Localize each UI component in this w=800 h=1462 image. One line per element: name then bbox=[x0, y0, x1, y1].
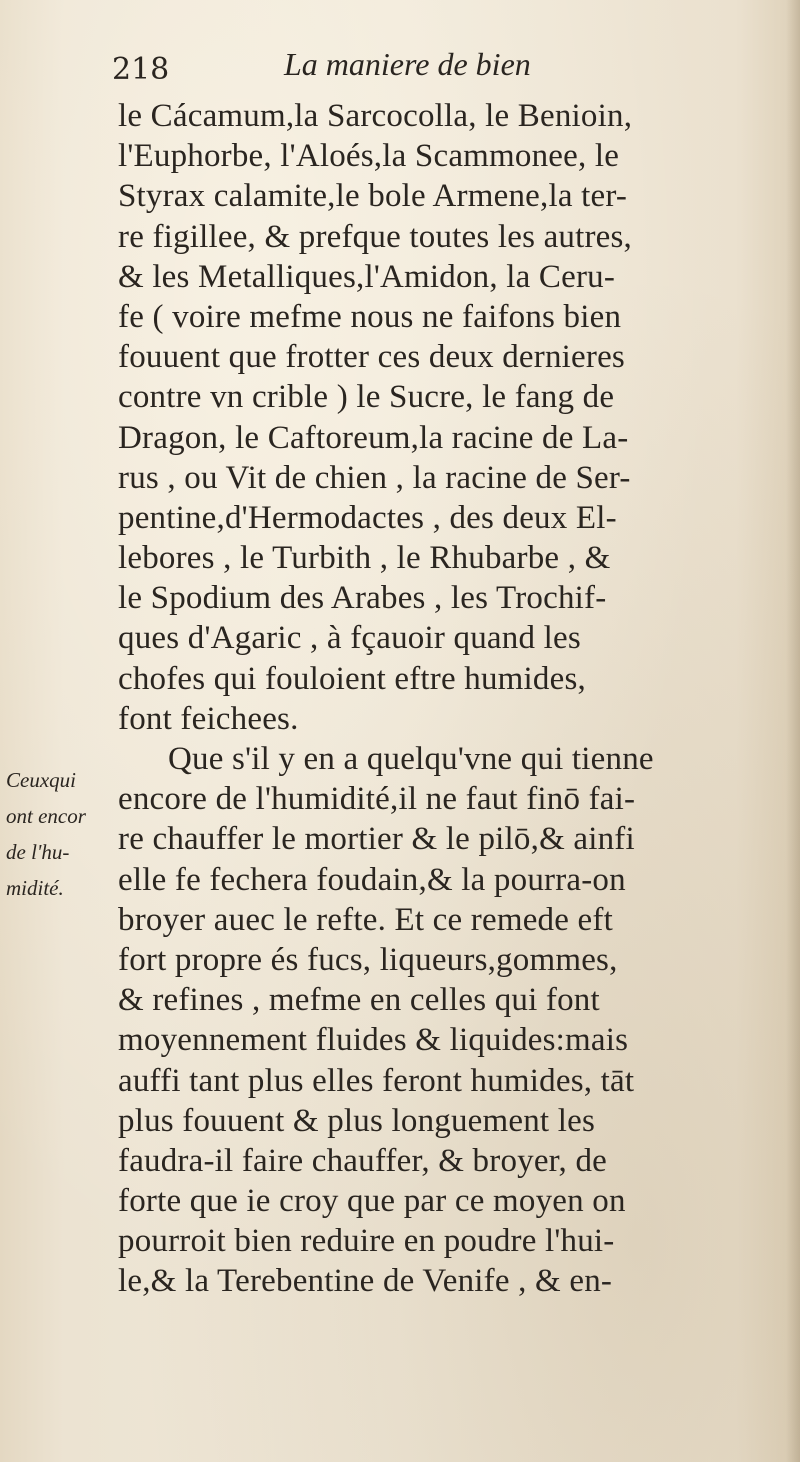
text-line: le Cácamum,la Sarcocolla, le Benioin, bbox=[118, 98, 633, 134]
text-line: plus fouuent & plus longuement les bbox=[118, 1102, 596, 1139]
text-line: elle fe fechera foudain,& la pourra-on bbox=[118, 861, 626, 898]
text-line: fe ( voire mefme nous ne faifons bien bbox=[118, 298, 622, 335]
text-line: broyer auec le refte. Et ce remede eft bbox=[118, 901, 613, 938]
text-line: & les Metalliques,l'Amidon, la Ceru- bbox=[118, 258, 616, 295]
text-line: rus , ou Vit de chien , la racine de Ser- bbox=[118, 459, 631, 496]
text-line: faudra-il faire chauffer, & broyer, de bbox=[118, 1142, 608, 1179]
page-number: 218 bbox=[112, 52, 170, 87]
text-line: ques d'Agaric , à fçauoir quand les bbox=[118, 620, 581, 657]
margin-note-line: Ceuxqui bbox=[6, 768, 76, 792]
text-line: forte que ie croy que par ce moyen on bbox=[118, 1183, 626, 1220]
running-title: La maniere de bien bbox=[284, 46, 531, 82]
margin-note-line: ont encor bbox=[6, 804, 86, 828]
text-line: chofes qui fouloient eftre humides, bbox=[118, 660, 586, 697]
body-text bbox=[118, 96, 798, 1302]
text-line: pourroit bien reduire en poudre l'hui- bbox=[118, 1223, 615, 1260]
margin-note-line: midité. bbox=[6, 876, 64, 900]
text-line: font feichees. bbox=[118, 700, 299, 737]
text-line: fouuent que frotter ces deux dernieres bbox=[118, 339, 625, 376]
text-line: Styrax calamite,le bole Armene,la ter- bbox=[118, 178, 628, 215]
text-line: contre vn crible ) le Sucre, le fang de bbox=[118, 379, 615, 416]
text-line: pentine,d'Hermodactes , des deux El- bbox=[118, 499, 617, 536]
margin-note-line: de l'hu- bbox=[6, 840, 70, 864]
text-line: Dragon, le Caftoreum,la racine de La- bbox=[118, 419, 629, 456]
text-line: fort propre és fucs, liqueurs,gommes, bbox=[118, 941, 618, 978]
page-edge-shadow bbox=[786, 0, 800, 1462]
text-line: re figillee, & prefque toutes les autres, bbox=[118, 218, 633, 255]
text-line: auffi tant plus elles feront humides, tāt bbox=[118, 1062, 635, 1099]
paragraph-start-line: Que s'il y en a quelqu'vne qui tienne bbox=[168, 741, 654, 777]
text-line: le Spodium des Arabes , les Trochif- bbox=[118, 580, 607, 617]
text-line: l'Euphorbe, l'Aloés,la Scammonee, le bbox=[118, 138, 620, 175]
text-line: re chauffer le mortier & le pilō,& ainfi bbox=[118, 821, 635, 858]
text-line: moyennement fluides & liquides:mais bbox=[118, 1022, 629, 1059]
text-line: & refines , mefme en celles qui font bbox=[118, 982, 600, 1019]
page-header bbox=[112, 46, 732, 98]
text-line: lebores , le Turbith , le Rhubarbe , & bbox=[118, 540, 611, 577]
text-line: encore de l'humidité,il ne faut finō fai- bbox=[118, 781, 636, 818]
text-line: le,& la Terebentine de Venife , & en- bbox=[118, 1263, 613, 1300]
margin-note bbox=[6, 762, 116, 906]
